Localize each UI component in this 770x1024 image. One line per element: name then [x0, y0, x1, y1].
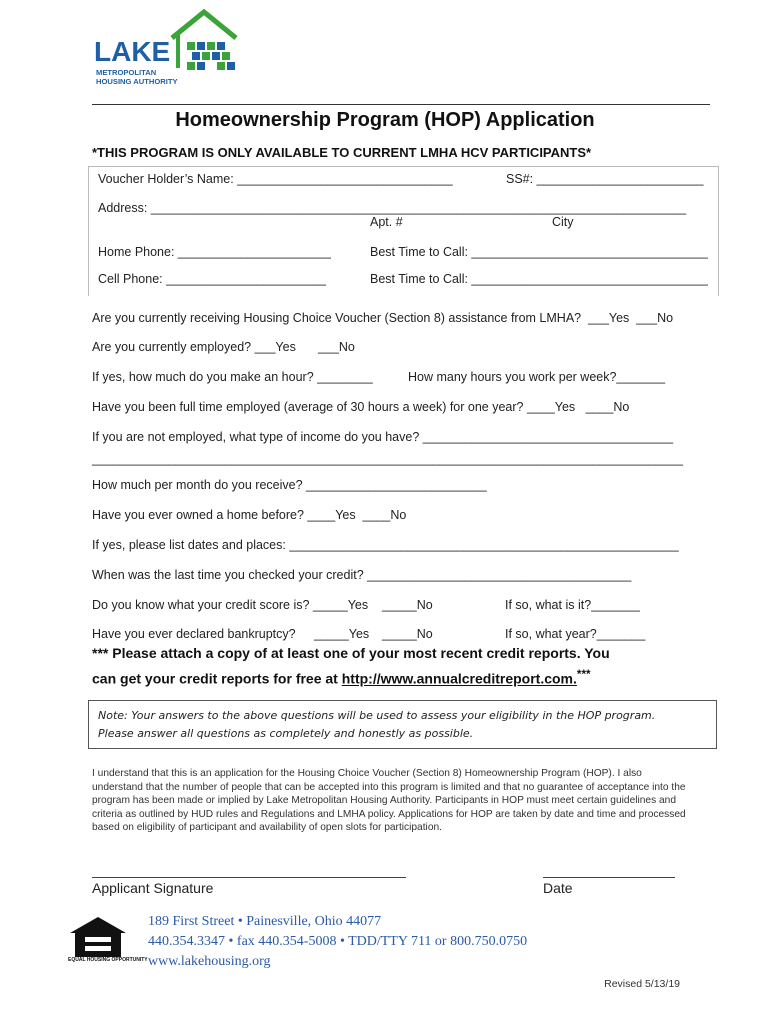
notice-stars: *** — [576, 668, 591, 681]
revised-date: Revised 5/13/19 — [604, 978, 680, 990]
home-phone-field[interactable]: Home Phone: ______________________ — [98, 245, 331, 259]
eligibility-notice: *THIS PROGRAM IS ONLY AVAILABLE TO CURRENT LMHA HCV PARTICIPANTS* — [92, 145, 592, 160]
applicant-statement: I understand that this is an application for the Housing Choice Voucher (Section 8) Homeownership Program (HOP). I also understand that the number of people that can be accepted into this program is limited and that no guarantee of acceptance into the program has been made or implied by Lake Metropolitan Housing Authority. Participants in HOP must meet certain guidelines and criteria as outlined by HUD rules and Regulations and LMHA policy. Applications for HOP are taken by date and time and processed based on eligibility of participant and availability of open slots for participation. — [92, 768, 686, 834]
logo-line-1: METROPOLITAN — [96, 68, 157, 77]
question-credit-score-value[interactable]: If so, what is it?_______ — [505, 598, 640, 612]
question-bankruptcy-yes[interactable]: _____Yes — [314, 627, 370, 641]
best-time-call-field-1[interactable]: Best Time to Call: __________________________________ — [370, 245, 708, 259]
question-hourly-wage[interactable]: If yes, how much do you make an hour? ________ — [92, 370, 373, 384]
ss-number-field[interactable]: SS#: ________________________ — [506, 172, 704, 186]
equal-housing-opportunity-logo — [68, 915, 148, 967]
address-field[interactable]: Address: _____________________________________________________________________________ — [98, 201, 687, 215]
header-rule — [92, 104, 710, 105]
footer-phones: 440.354.3347 • fax 440.354-5008 • TDD/TTY 711 or 800.750.0750 — [148, 934, 528, 949]
question-bankruptcy: Have you ever declared bankruptcy? — [92, 627, 296, 641]
city-label: City — [552, 215, 574, 229]
question-hours-per-week[interactable]: How many hours you work per week?_______ — [408, 370, 666, 384]
question-credit-score[interactable]: Do you know what your credit score is? _____Yes — [92, 598, 369, 612]
applicant-signature-label: Applicant Signature — [92, 880, 214, 896]
note-line-1: Note: Your answers to the above questions will be used to assess your eligibility in the HOP program. — [98, 709, 656, 722]
best-time-call-field-2[interactable]: Best Time to Call: __________________________________ — [370, 272, 708, 286]
footer-website[interactable]: www.lakehousing.org — [148, 954, 271, 969]
cell-phone-field[interactable]: Cell Phone: _______________________ — [98, 272, 326, 286]
question-bankruptcy-no[interactable]: _____No — [382, 627, 433, 641]
date-line[interactable] — [543, 877, 675, 878]
annual-credit-report-link[interactable]: http://www.annualcreditreport.com. — [341, 670, 577, 687]
date-label: Date — [543, 880, 573, 896]
lmha-logo — [90, 6, 250, 92]
income-type-continuation-line[interactable]: _____________________________________________________________________________________ — [92, 452, 683, 466]
credit-report-prefix: can get your credit reports for free at — [92, 670, 342, 687]
page-title: Homeownership Program (HOP) Application — [175, 109, 595, 131]
question-credit-checked[interactable]: When was the last time you checked your credit? ______________________________________ — [92, 568, 632, 582]
question-monthly-income[interactable]: How much per month do you receive? __________________________ — [92, 478, 487, 492]
logo-word: LAKE — [94, 36, 171, 67]
logo-subtitle — [96, 68, 178, 86]
question-employed[interactable]: Are you currently employed? ___Yes — [92, 340, 296, 354]
question-bankruptcy-year[interactable]: If so, what year?_______ — [505, 627, 646, 641]
question-voucher-assistance[interactable]: Are you currently receiving Housing Choice Voucher (Section 8) assistance from LMHA? ___Yes ___No — [92, 311, 674, 325]
question-income-type[interactable]: If you are not employed, what type of income do you have? ____________________________________ — [92, 430, 674, 444]
note-line-2: Please answer all questions as completely and honestly as possible. — [98, 727, 474, 740]
credit-report-notice-line-2 — [92, 668, 591, 687]
logo-line-2: HOUSING AUTHORITY — [96, 77, 178, 86]
credit-report-notice-line-1: *** Please attach a copy of at least one of your most recent credit reports. You — [92, 645, 610, 661]
question-employed-no[interactable]: ___No — [318, 340, 355, 354]
voucher-holder-name-field[interactable]: Voucher Holder’s Name: _______________________________ — [98, 172, 453, 186]
signature-line[interactable] — [92, 877, 406, 878]
question-owned-home[interactable]: Have you ever owned a home before? ____Yes ____No — [92, 508, 407, 522]
question-dates-places[interactable]: If yes, please list dates and places: ________________________________________________________ — [92, 538, 679, 552]
question-full-time[interactable]: Have you been full time employed (average of 30 hours a week) for one year? ____Yes ____No — [92, 400, 630, 414]
note-box — [88, 700, 717, 749]
apt-label: Apt. # — [370, 215, 403, 229]
eho-caption: EQUAL HOUSING OPPORTUNITY — [68, 957, 148, 963]
footer-address: 189 First Street • Painesville, Ohio 44077 — [148, 914, 382, 929]
question-credit-score-no[interactable]: _____No — [382, 598, 433, 612]
